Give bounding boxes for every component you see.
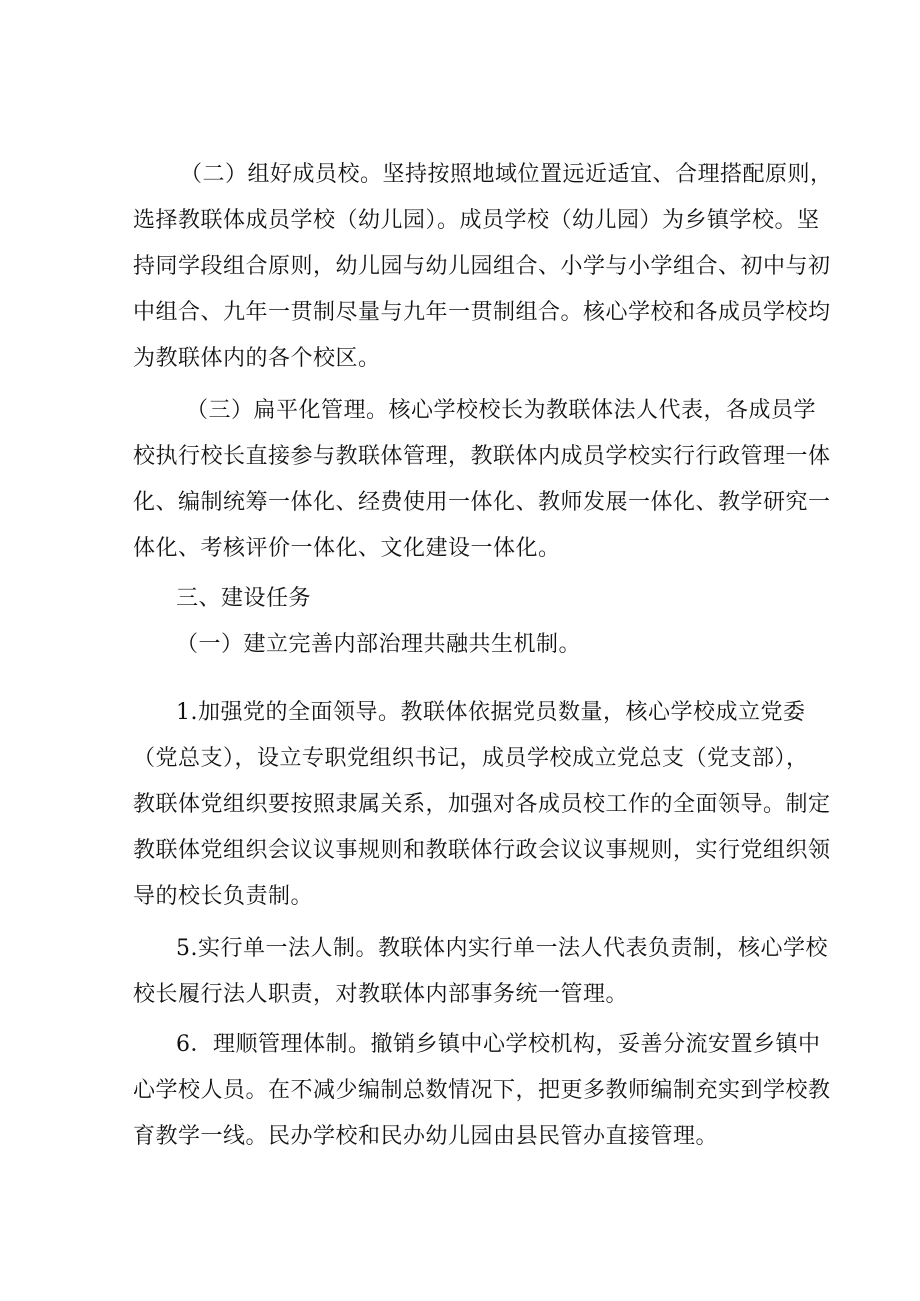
text-line: 心学校人员。在不减少编制总数情况下，把更多教师编制充实到学校教 — [133, 1078, 831, 1103]
text-line: 5.实行单一法人制。教联体内实行单一法人代表负责制，核心学校 — [176, 936, 828, 961]
text-line: 中组合、九年一贯制尽量与九年一贯制组合。核心学校和各成员学校均 — [133, 300, 831, 325]
text-line: 选择教联体成员学校（幼儿园）。成员学校（幼儿园）为乡镇学校。坚 — [133, 208, 820, 233]
text-line: （三）扁平化管理。核心学校校长为教联体法人代表，各成员学 — [186, 398, 817, 423]
text-line: 教联体党组织要按照隶属关系，加强对各成员校工作的全面领导。制定 — [133, 792, 831, 817]
text-line: （二）组好成员校。坚持按照地域位置远近适宜、合理搭配原则， — [180, 162, 833, 187]
text-line: 校执行校长直接参与教联体管理，教联体内成员学校实行行政管理一体 — [133, 444, 831, 469]
text-line: （党总支），设立专职党组织书记，成员学校成立党总支（党支部）， — [133, 746, 809, 771]
text-line: 持同学段组合原则，幼儿园与幼儿园组合、小学与小学组合、初中与初 — [133, 254, 831, 279]
text-line: 校长履行法人职责，对教联体内部事务统一管理。 — [133, 982, 629, 1007]
text-line: 导的校长负责制。 — [133, 884, 314, 909]
text-line: 为教联体内的各个校区。 — [133, 346, 381, 371]
text-line: 教联体党组织会议议事规则和教联体行政会议议事规则，实行党组织领 — [133, 838, 831, 863]
section-heading: 三、建设任务 — [176, 586, 312, 611]
text-line: 6．理顺管理体制。撤销乡镇中心学校机构，妥善分流安置乡镇中 — [176, 1032, 821, 1057]
text-line: 化、编制统筹一体化、经费使用一体化、教师发展一体化、教学研究一 — [133, 490, 831, 515]
subsection-heading: （一）建立完善内部治理共融共生机制。 — [176, 632, 582, 657]
text-line: 体化、考核评价一体化、文化建设一体化。 — [133, 536, 561, 561]
text-line: 育教学一线。民办学校和民办幼儿园由县民管办直接管理。 — [133, 1124, 719, 1149]
text-line: 1.加强党的全面领导。教联体依据党员数量，核心学校成立党委 — [176, 700, 806, 725]
